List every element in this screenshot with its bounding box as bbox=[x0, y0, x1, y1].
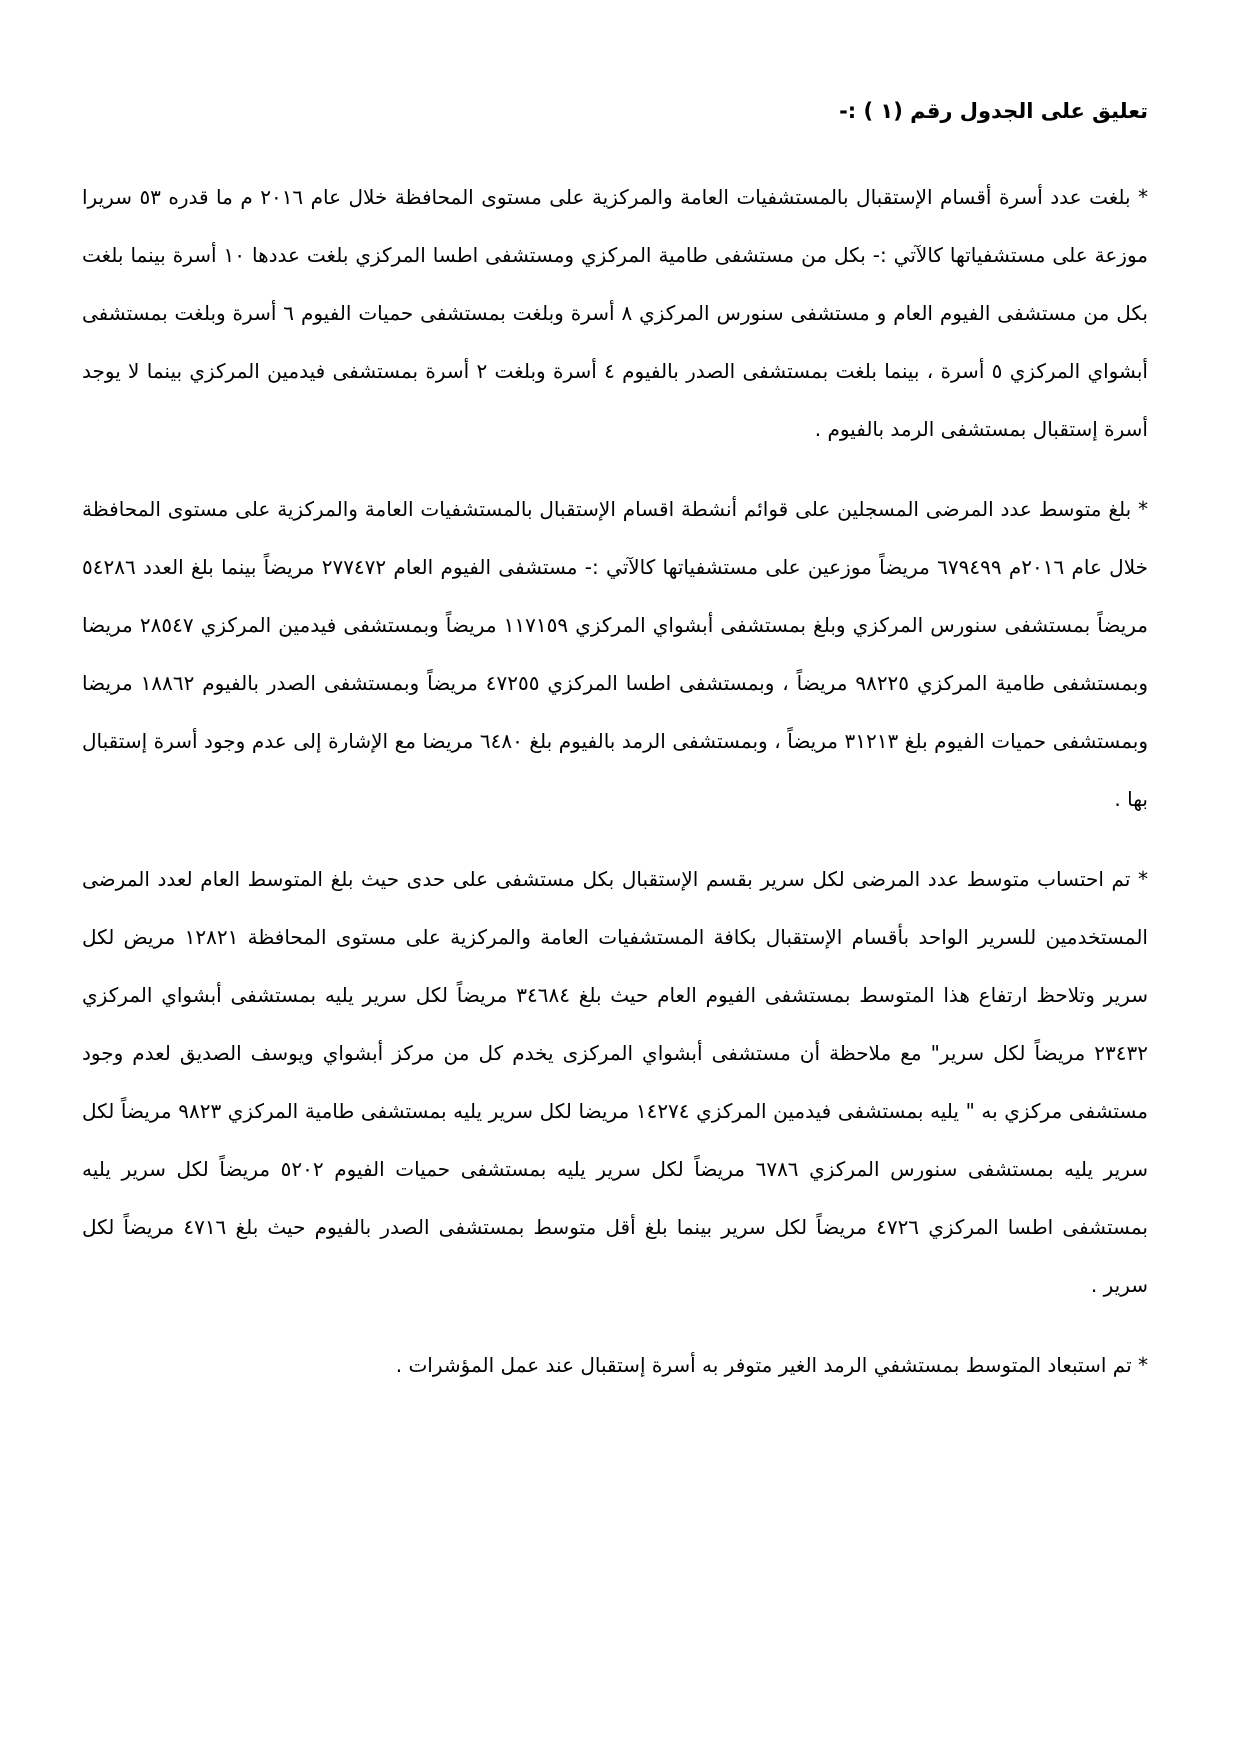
document-page bbox=[82, 96, 1148, 1416]
paragraph-hospital-beds: * بلغت عدد أسرة أقسام الإستقبال بالمستشفيات العامة والمركزية على مستوى المحافظة خلال عام ٢٠١٦ م ما قدره ٥٣ سريرا موزعة على مستشفياتها كالآتي :- بكل من مستشفى طامية المركزي ومستشفى اطسا المركزي بلغت عددها ١٠ أسرة بينما بلغت بكل من مستشفى الفيوم العام و مستشفى سنورس المركزي ٨ أسرة وبلغت بمستشفى حميات الفيوم ٦ أسرة وبلغت بمستشفى أبشواي المركزي ٥ أسرة ، بينما بلغت بمستشفى الصدر بالفيوم ٤ أسرة وبلغت ٢ أسرة بمستشفى فيدمين المركزي بينما لا يوجد أسرة إستقبال بمستشفى الرمد بالفيوم . bbox=[82, 185, 1149, 441]
paragraph-patient-counts: * بلغ متوسط عدد المرضى المسجلين على قوائم أنشطة اقسام الإستقبال بالمستشفيات العامة والمركزية على مستوى المحافظة خلال عام ٢٠١٦م ٦٧٩٤٩٩ مريضاً موزعين على مستشفياتها كالآتي :- مستشفى الفيوم العام ٢٧٧٤٧٢ مريضاً بينما بلغ العدد ٥٤٢٨٦ مريضاً بمستشفى سنورس المركزي وبلغ بمستشفى أبشواي المركزي ١١٧١٥٩ مريضاً وبمستشفى فيدمين المركزي ٢٨٥٤٧ مريضا وبمستشفى طامية المركزي ٩٨٢٢٥ مريضاً ، وبمستشفى اطسا المركزي ٤٧٢٥٥ مريضاً وبمستشفى الصدر بالفيوم ١٨٨٦٢ مريضا وبمستشفى حميات الفيوم بلغ ٣١٢١٣ مريضاً ، وبمستشفى الرمد بالفيوم بلغ ٦٤٨٠ مريضا مع الإشارة إلى عدم وجود أسرة إستقبال بها . bbox=[82, 497, 1149, 811]
paragraph-patients-per-bed: * تم احتساب متوسط عدد المرضى لكل سرير بقسم الإستقبال بكل مستشفى على حدى حيث بلغ المتوسط العام لعدد المرضى المستخدمين للسرير الواحد بأقسام الإستقبال بكافة المستشفيات العامة والمركزية على مستوى المحافظة ١٢٨٢١ مريض لكل سرير وتلاحظ ارتفاع هذا المتوسط بمستشفى الفيوم العام حيث بلغ ٣٤٦٨٤ مريضاً لكل سرير يليه بمستشفى أبشواي المركزي ٢٣٤٣٢ مريضاً لكل سرير" مع ملاحظة أن مستشفى أبشواي المركزى يخدم كل من مركز أبشواي ويوسف الصديق لعدم وجود مستشفى مركزي به " يليه بمستشفى فيدمين المركزي ١٤٢٧٤ مريضا لكل سرير يليه بمستشفى طامية المركزي ٩٨٢٣ مريضاً لكل سرير يليه بمستشفى سنورس المركزي ٦٧٨٦ مريضاً لكل سرير يليه بمستشفى حميات الفيوم ٥٢٠٢ مريضاً لكل سرير يليه بمستشفى اطسا المركزي ٤٧٢٦ مريضاً لكل سرير بينما بلغ أقل متوسط بمستشفى الصدر بالفيوم حيث بلغ ٤٧١٦ مريضاً لكل سرير . bbox=[82, 867, 1149, 1297]
paragraph-exclusion-note: * تم استبعاد المتوسط بمستشفي الرمد الغير متوفر به أسرة إستقبال عند عمل المؤشرات . bbox=[395, 1353, 1148, 1377]
document-heading: تعليق على الجدول رقم (١ ) :- bbox=[839, 99, 1148, 123]
